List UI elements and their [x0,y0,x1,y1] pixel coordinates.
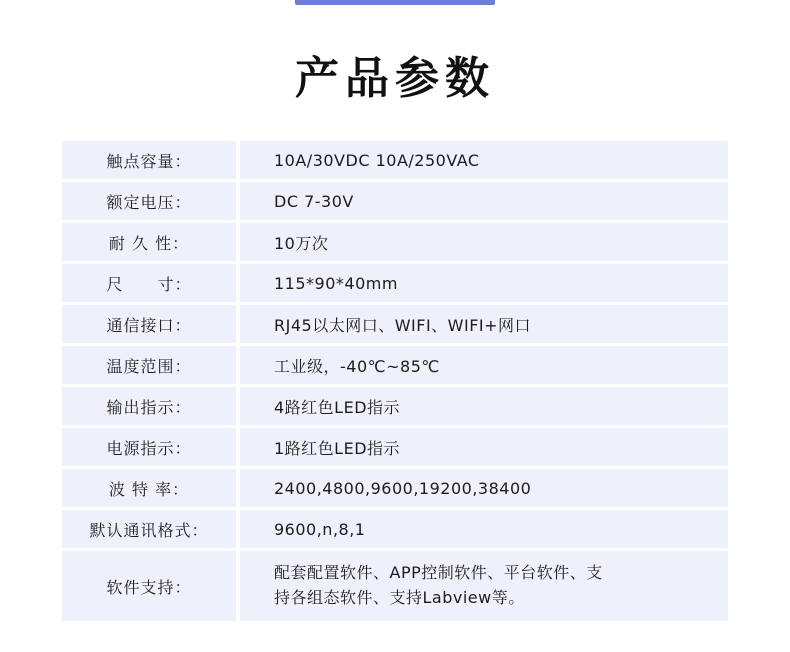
spec-value: 1路红色LED指示 [240,428,728,466]
table-row [62,387,728,425]
spec-value-line-1: 配套配置软件、APP控制软件、平台软件、支 [274,563,603,583]
spec-value: 9600,n,8,1 [240,510,728,548]
spec-label: 通信接口： [62,305,236,343]
spec-label: 温度范围： [62,346,236,384]
spec-value-line-2: 持各组态软件、支持Labview等。 [274,588,525,607]
table-row [62,346,728,384]
spec-value: 工业级，-40℃~85℃ [240,346,728,384]
spec-value: DC 7-30V [240,182,728,220]
table-row [62,264,728,302]
table-row [62,469,728,507]
spec-value: 4路红色LED指示 [240,387,728,425]
table-row [62,551,728,621]
spec-label: 软件支持： [62,551,236,621]
spec-label: 触点容量： [62,141,236,179]
spec-label: 波 特 率： [62,469,236,507]
table-row [62,141,728,179]
spec-value: 2400,4800,9600,19200,38400 [240,469,728,507]
spec-label: 耐 久 性： [62,223,236,261]
table-row [62,510,728,548]
spec-value: RJ45以太网口、WIFI、WIFI+网口 [240,305,728,343]
table-row [62,223,728,261]
page-title: 产品参数 [295,53,495,104]
spec-label: 输出指示： [62,387,236,425]
spec-table [62,138,728,624]
spec-label: 默认通讯格式： [62,510,236,548]
table-row [62,428,728,466]
spec-value: 115*90*40mm [240,264,728,302]
spec-value: 10万次 [240,223,728,261]
spec-label: 尺 寸： [62,264,236,302]
spec-value [240,551,728,621]
top-accent-bar [295,0,495,5]
spec-label: 电源指示： [62,428,236,466]
spec-value: 10A/30VDC 10A/250VAC [240,141,728,179]
table-row [62,305,728,343]
spec-label: 额定电压： [62,182,236,220]
table-row [62,182,728,220]
